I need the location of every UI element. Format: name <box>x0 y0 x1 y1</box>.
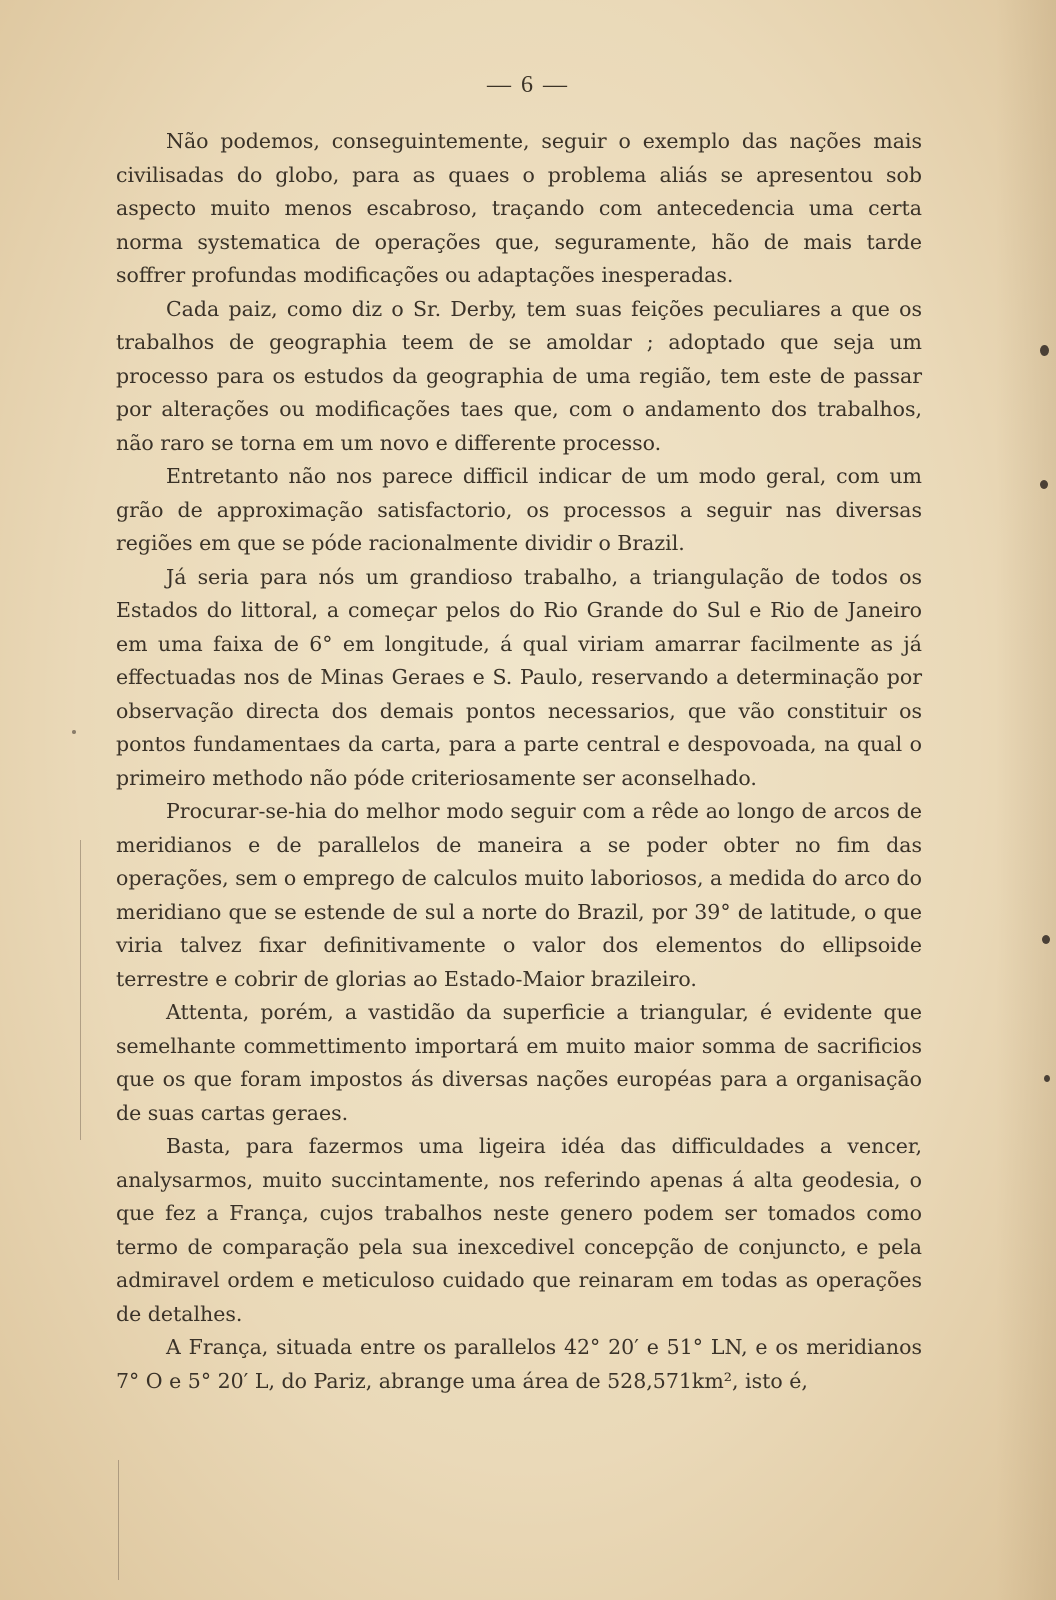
paragraph-1: Não podemos, conseguintemente, seguir o exemplo das nações mais civilisadas do globo, para as quaes o problema aliás se apresentou sob aspecto muito menos escabroso, traçando com antecedencia uma certa norma systematica de operações que, seguramente, hão de mais tarde soffrer profundas modificações ou adaptações inesperadas. <box>116 129 922 287</box>
paragraph-3: Entretanto não nos parece difficil indicar de um modo geral, com um grão de approximação satisfactorio, os processos a seguir nas diversas regiões em que se póde racionalmente dividir o Brazil. <box>116 464 922 555</box>
body-text <box>116 125 922 1398</box>
paragraph-8: A França, situada entre os parallelos 42° 20′ e 51° LN, e os meridianos 7° O e 5° 20′ L, do Pariz, abrange uma área de 528,571km², isto é, <box>116 1335 922 1393</box>
paragraph-5: Procurar-se-hia do melhor modo seguir com a rêde ao longo de arcos de meridianos e de parallelos de maneira a se poder obter no fim das operações, sem o emprego de calculos muito laboriosos, a medida do arco do meridiano que se estende de sul a norte do Brazil, por 39° de latitude, o que viria talvez fixar definitivamente o valor dos elementos do ellipsoide terrestre e cobrir de glorias ao Estado-Maior brazileiro. <box>116 799 922 991</box>
paragraph-6: Attenta, porém, a vastidão da superficie a triangular, é evidente que semelhante commettimento importará em muito maior somma de sacrificios que os que foram impostos ás diversas nações européas para a organisação de suas cartas geraes. <box>116 1000 922 1125</box>
paragraph-4: Já seria para nós um grandioso trabalho, a triangulação de todos os Estados do littoral, a começar pelos do Rio Grande do Sul e Rio de Janeiro em uma faixa de 6° em longitude, á qual viriam amarrar facilmente as já effectuadas nos de Minas Geraes e S. Paulo, reservando a determinação por observação directa dos demais pontos necessarios, que vão constituir os pontos fundamentaes da carta, para a parte central e despovoada, na qual o primeiro methodo não póde criteriosamente ser aconselhado. <box>116 564 922 790</box>
edge-ink-spot <box>1044 1075 1050 1082</box>
page-number: — 6 — <box>487 72 569 98</box>
page-edge-shading <box>996 0 1056 1600</box>
edge-ink-spot <box>1040 480 1048 489</box>
margin-pencil-line <box>118 1460 119 1580</box>
margin-pencil-line <box>80 840 81 1140</box>
edge-ink-spot <box>1040 345 1049 356</box>
paragraph-7: Basta, para fazermos uma ligeira idéa das difficuldades a vencer, analysarmos, muito succintamente, nos referindo apenas á alta geodesia, o que fez a França, cujos trabalhos neste genero podem ser tomados como termo de comparação pela sua inexcedivel concepção de conjuncto, e pela admiravel ordem e meticuloso cuidado que reinaram em todas as operações de detalhes. <box>116 1134 922 1326</box>
edge-ink-spot <box>1042 935 1050 944</box>
margin-dot <box>72 730 76 734</box>
paragraph-2: Cada paiz, como diz o Sr. Derby, tem suas feições peculiares a que os trabalhos de geographia teem de se amoldar ; adoptado que seja um processo para os estudos da geographia de uma região, tem este de passar por alterações ou modificações taes que, com o andamento dos trabalhos, não raro se torna em um novo e differente processo. <box>116 296 922 455</box>
